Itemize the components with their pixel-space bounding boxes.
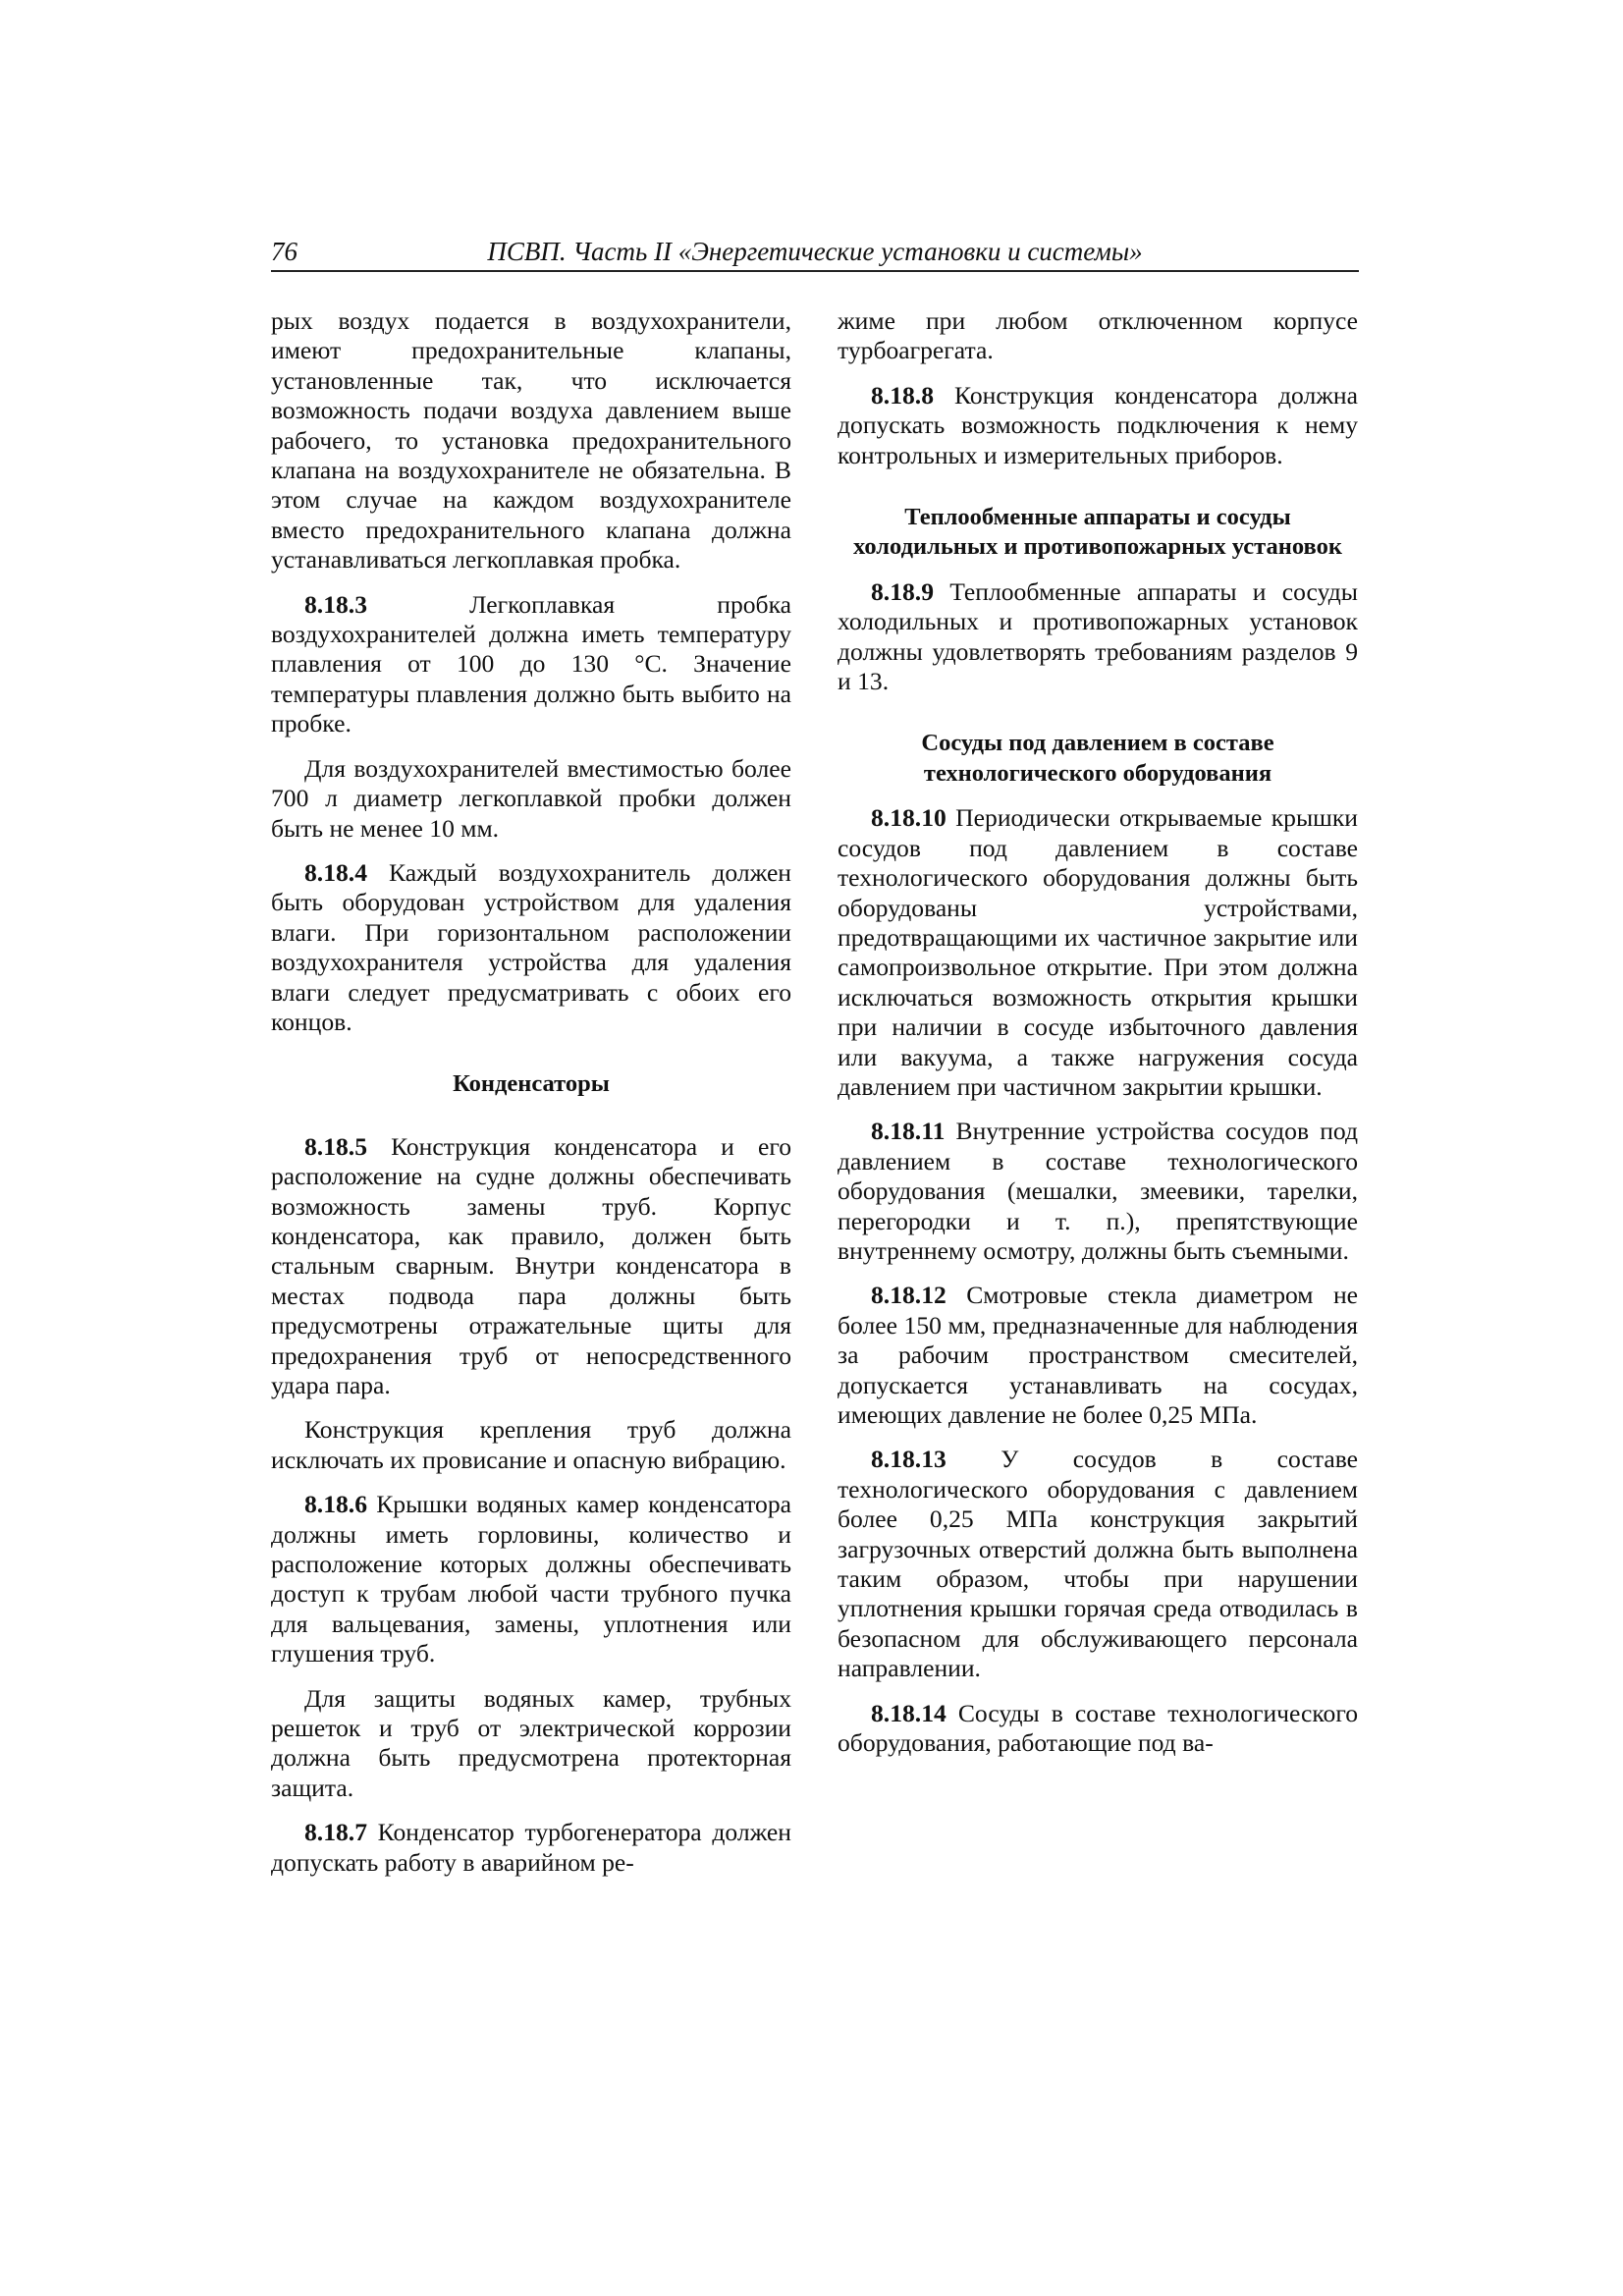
page-number: 76 <box>271 237 298 266</box>
clause-number: 8.18.4 <box>304 857 367 887</box>
clause-8-18-7 <box>271 1818 791 1878</box>
clause-number: 8.18.6 <box>304 1490 367 1519</box>
clause-8-18-6 <box>271 1490 791 1668</box>
clause-number: 8.18.10 <box>871 803 947 833</box>
right-column <box>838 306 1358 1773</box>
clause-text: Крышки водяных камер конденсатора должны иметь горловины, количество и расположение которых должны обеспечивать доступ к трубам любой части трубного пучка для вальцевания, замены, уплотнения или глушения труб. <box>271 1490 791 1668</box>
clause-number: 8.18.14 <box>871 1698 947 1727</box>
clause-text: Конденсатор турбогенератора должен допускать работу в аварийном ре- <box>271 1818 791 1877</box>
clause-8-18-5 <box>271 1132 791 1401</box>
clause-8-18-4 <box>271 858 791 1037</box>
clause-text: Внутренние устройства сосудов под давлением в составе технологического оборудования (мешалки, змеевики, тарелки, перегородки и т. п.), препятствующие внутреннему осмотру, должны быть съемными. <box>838 1117 1358 1265</box>
left-column <box>271 306 791 1892</box>
clause-text: Смотровые стекла диаметром не более 150 мм, предназначенные для наблюдения за рабочим пространством смесителей, допускается устанавливать на сосудах, имеющих давление не более 0,25 МПа. <box>838 1281 1358 1429</box>
clause-number: 8.18.13 <box>871 1445 947 1474</box>
clause-text: Конструкция конденсатора должна допускать возможность подключения к нему контрольных и измерительных приборов. <box>838 380 1358 469</box>
clause-text: У сосудов в составе технологического оборудования с давлением более 0,25 МПа конструкция закрытий загрузочных отверстий должна быть выполнена таким образом, чтобы при нарушении уплотнения крышки горячая среда отводилась в безопасном для обслуживающего персонала направлении. <box>838 1445 1358 1683</box>
section-heading-pressure-vessels <box>838 729 1358 789</box>
section-heading-heat-exchangers <box>838 503 1358 563</box>
clause-text: Легкоплавкая пробка воздухохранителей должна иметь температуру плавления от 100 до 130 °С. Значение температуры плавления должно быть выбито на пробке. <box>271 589 791 738</box>
clause-8-18-13 <box>838 1445 1358 1683</box>
clause-number: 8.18.11 <box>871 1117 946 1146</box>
clause-text: Конструкция конденсатора и его расположение на судне должны обеспечивать возможность замены труб. Корпус конденсатора, как правило, должен быть стальным сварным. Внутри конденсатора в местах подвода пара должны быть предусмотрены отражательные щиты для предохранения труб от непосредственного удара пара. <box>271 1131 791 1399</box>
clause-text: Периодически открываемые крышки сосудов под давлением в составе технологического оборудования должны быть оборудованы устройствами, предотвращающими их частичное закрытие или самопроизвольное открытие. При этом должна исключаться возможность открытия крышки при наличии в сосуде избыточного давления или вакуума, а также нагружения сосуда давлением при частичном закрытии крышки. <box>838 803 1358 1101</box>
clause-8-18-10 <box>838 803 1358 1102</box>
paragraph: жиме при любом отключенном корпусе турбоагрегата. <box>838 306 1358 365</box>
clause-number: 8.18.3 <box>304 589 367 619</box>
paragraph: Конструкция крепления труб должна исключать их провисание и опасную вибрацию. <box>271 1415 791 1474</box>
clause-number: 8.18.7 <box>304 1818 367 1847</box>
clause-number: 8.18.8 <box>871 380 934 410</box>
paragraph: Для воздухохранителей вместимостью более 700 л диаметр легкоплавкой пробки должен быть не менее 10 мм. <box>271 753 791 843</box>
clause-text: Сосуды в составе технологического оборудования, работающие под ва- <box>838 1698 1358 1758</box>
clause-8-18-12 <box>838 1281 1358 1430</box>
clause-8-18-9 <box>838 577 1358 697</box>
heading-line: холодильных и противопожарных установок <box>853 533 1342 561</box>
clause-text: Каждый воздухохранитель должен быть оборудован устройством для удаления влаги. При горизонтальном расположении воздухохранителя устройства для удаления влаги следует предусматривать с обоих его концов. <box>271 857 791 1036</box>
running-title: ПСВП. Часть II «Энергетические установки и системы» <box>487 237 1143 266</box>
clause-number: 8.18.5 <box>304 1131 367 1161</box>
page-header <box>271 237 1359 272</box>
clause-8-18-8 <box>838 381 1358 470</box>
clause-number: 8.18.9 <box>871 576 934 606</box>
clause-8-18-11 <box>838 1117 1358 1266</box>
clause-number: 8.18.12 <box>871 1281 947 1310</box>
paragraph: Для защиты водяных камер, трубных решеток и труб от электрической коррозии должна быть предусмотрена протекторная защита. <box>271 1683 791 1802</box>
heading-line: Сосуды под давлением в составе <box>921 730 1274 757</box>
paragraph: рых воздух подается в воздухохранители, имеют предохранительные клапаны, установленные так, что исключается возможность подачи воздуха давлением выше рабочего, то установка предохранительного клапана на воздухохранителе не обязательна. В этом случае на каждом воздухохранителе вместо предохранительного клапана должна устанавливаться легкоплавкая пробка. <box>271 306 791 574</box>
clause-8-18-3 <box>271 590 791 739</box>
clause-text: Теплообменные аппараты и сосуды холодильных и противопожарных установок должны удовлетворять требованиям разделов 9 и 13. <box>838 576 1358 696</box>
heading-line: технологического оборудования <box>923 759 1272 787</box>
heading-line: Теплообменные аппараты и сосуды <box>904 504 1291 531</box>
section-heading-condensers: Конденсаторы <box>453 1070 610 1098</box>
clause-8-18-14 <box>838 1699 1358 1759</box>
